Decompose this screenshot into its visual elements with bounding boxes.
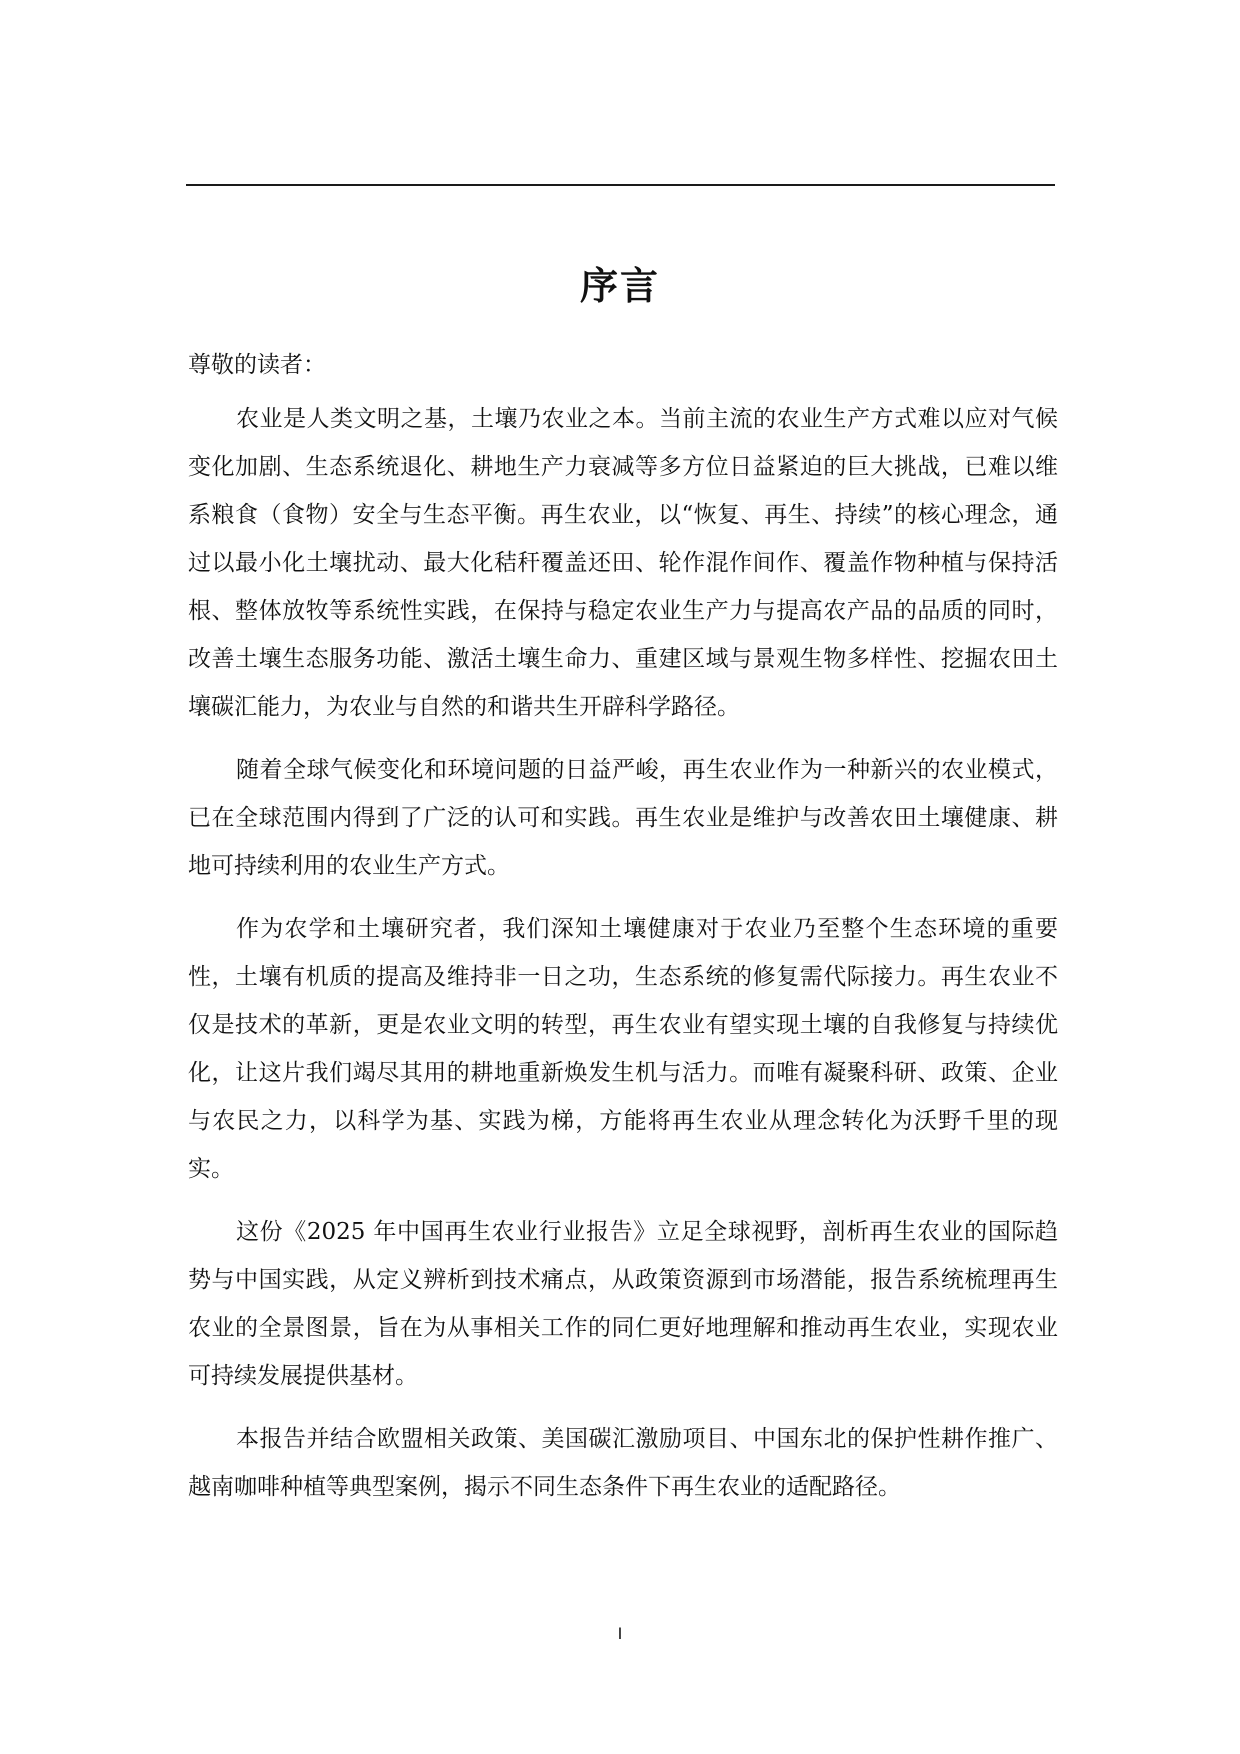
- paragraph-4: 这份《2025 年中国再生农业行业报告》立足全球视野，剖析再生农业的国际趋势与中国实践，从定义辨析到技术痛点，从政策资源到市场潜能，报告系统梳理再生农业的全景图景，旨在为从事相关工作的同仁更好地理解和推动再生农业，实现农业可持续发展提供基材。: [188, 1219, 1058, 1389]
- salutation: 尊敬的读者：: [188, 352, 326, 378]
- header-rule: [186, 184, 1055, 186]
- paragraph-1: 农业是人类文明之基，土壤乃农业之本。当前主流的农业生产方式难以应对气候变化加剧、生态系统退化、耕地生产力衰减等多方位日益紧迫的巨大挑战，已难以维系粮食（食物）安全与生态平衡。再生农业，以“恢复、再生、持续”的核心理念，通过以最小化土壤扰动、最大化秸秆覆盖还田、轮作混作间作、覆盖作物种植与保持活根、整体放牧等系统性实践，在保持与稳定农业生产力与提高农产品的品质的同时，改善土壤生态服务功能、激活土壤生命力、重建区域与景观生物多样性、挖掘农田土壤碳汇能力，为农业与自然的和谐共生开辟科学路径。: [188, 406, 1058, 720]
- page-title: 序言: [579, 264, 660, 308]
- paragraph-3: 作为农学和土壤研究者，我们深知土壤健康对于农业乃至整个生态环境的重要性，土壤有机质的提高及维持非一日之功，生态系统的修复需代际接力。再生农业不仅是技术的革新，更是农业文明的转型，再生农业有望实现土壤的自我修复与持续优化，让这片我们竭尽其用的耕地重新焕发生机与活力。而唯有凝聚科研、政策、企业与农民之力，以科学为基、实践为梯，方能将再生农业从理念转化为沃野千里的现实。: [188, 916, 1058, 1182]
- paragraph-2: 随着全球气候变化和环境问题的日益严峻，再生农业作为一种新兴的农业模式，已在全球范围内得到了广泛的认可和实践。再生农业是维护与改善农田土壤健康、耕地可持续利用的农业生产方式。: [188, 757, 1058, 879]
- page-number: I: [617, 1624, 623, 1643]
- paragraph-5: 本报告并结合欧盟相关政策、美国碳汇激励项目、中国东北的保护性耕作推广、越南咖啡种植等典型案例，揭示不同生态条件下再生农业的适配路径。: [188, 1426, 1058, 1500]
- body-text: [188, 395, 1058, 1526]
